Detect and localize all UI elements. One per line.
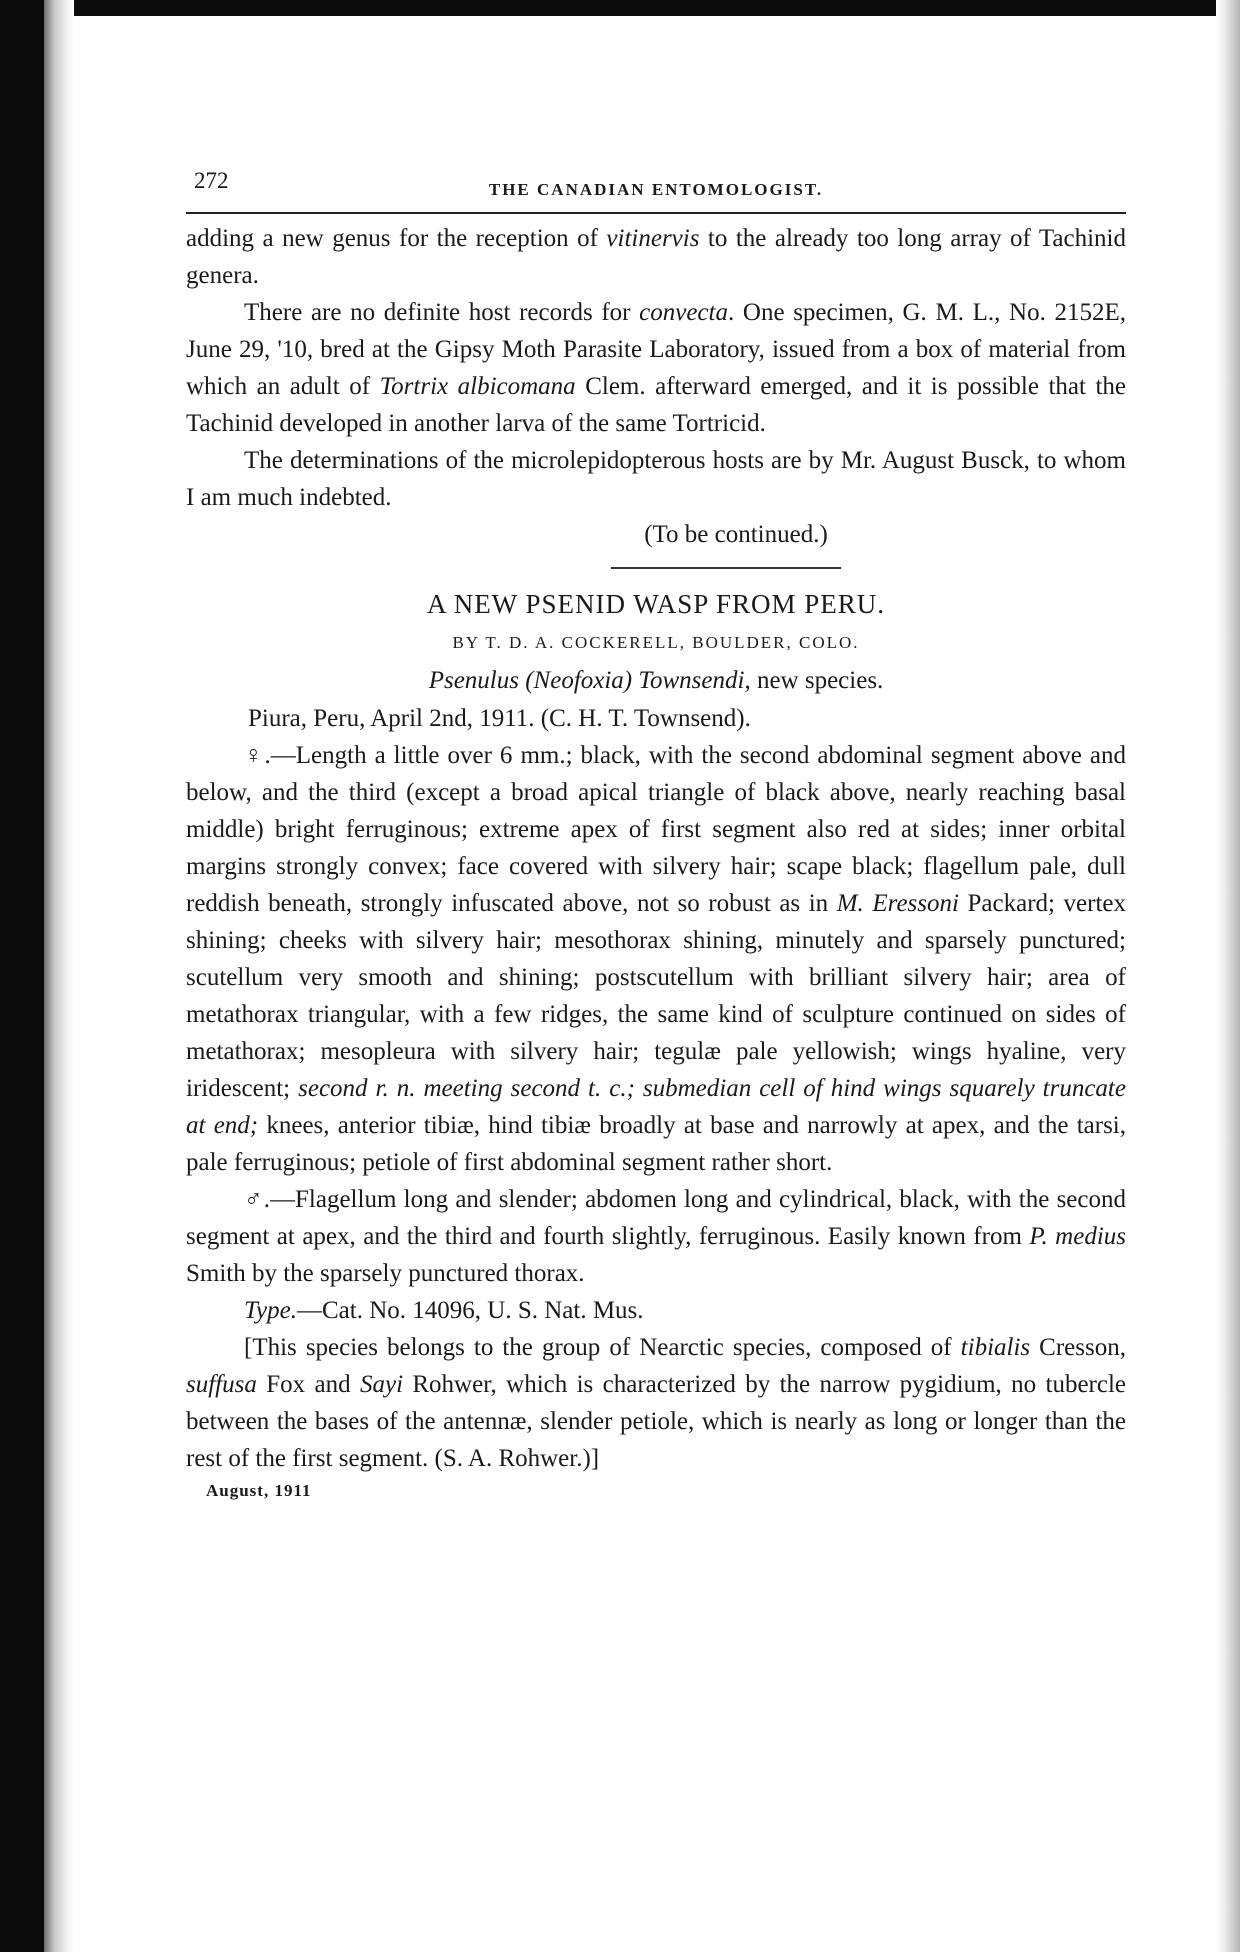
paragraph-type (186, 1292, 1126, 1329)
italic-run: suffusa (186, 1371, 257, 1398)
running-head (186, 150, 1126, 200)
journal-title: THE CANADIAN ENTOMOLOGIST. (488, 180, 824, 199)
to-be-continued: (To be continued.) (644, 521, 828, 548)
paragraph-editor-note (186, 1329, 1126, 1477)
species-epithet: Townsendi (638, 667, 745, 694)
text-run: [This species belongs to the group of Nearctic species, composed of (244, 1334, 961, 1361)
text-run: knees, anterior tibiæ, hind tibiæ broadly at base and narrowly at apex, and the tarsi, pale ferruginous; petiole of first abdominal segment rather short. (186, 1112, 1127, 1176)
paragraph-genus (186, 220, 1126, 294)
article-title: A NEW PSENID WASP FROM PERU. (426, 589, 886, 619)
type-label: Type. (244, 1297, 297, 1324)
scan-top-border (0, 0, 1240, 16)
header-rule (186, 212, 1126, 214)
text-run: Fox and (256, 1371, 360, 1398)
section-divider (611, 567, 841, 569)
paragraph-female-description (186, 737, 1126, 1181)
text-run: ♂.—Flagellum long and slender; abdomen long and cylindrical, black, with the second segment at apex, and the third and fourth slightly, ferruginous. Easily known from (186, 1186, 1126, 1250)
text-run: There are no definite host records for (244, 299, 640, 326)
italic-run: P. medius (1029, 1223, 1126, 1250)
text-run: ♀.—Length a little over 6 mm.; black, with the second abdominal segment above and below, and the third (except a broad apical triangle of black above, nearly reaching basal middle) bright ferruginous; extreme apex of first segment also red at sides; inner orbital margins strongly convex; face covered with silvery hair; scape black; flagellum pale, dull reddish beneath, strongly infuscated above, not so robust as in (186, 742, 1126, 917)
italic-run: convecta (639, 299, 728, 326)
page-number: 272 (194, 168, 229, 193)
text-run: Rohwer, which is characterized by the narrow pygidium, no tubercle between the bases of the antennæ, slender petiole, which is nearly as long or longer than the rest of the first segment. (S. A. Rohwer.)] (186, 1371, 1127, 1472)
page-right-edge-shadow (1216, 0, 1240, 1952)
italic-run: tibialis (960, 1334, 1031, 1361)
locality-line: Piura, Peru, April 2nd, 1911. (C. H. T. Townsend). (248, 705, 751, 732)
species-heading (186, 661, 1126, 701)
italic-run: M. Eressoni (836, 890, 959, 917)
paragraph-host-records (186, 294, 1126, 442)
text-run: adding a new genus for the reception of (186, 225, 607, 252)
genus-name: Psenulus (428, 667, 519, 694)
text-run: Smith by the sparsely punctured thorax. (186, 1260, 585, 1287)
italic-run: Tortrix albicomana (379, 373, 576, 400)
issue-date-footer: August, 1911 (206, 1481, 312, 1500)
text-run: Cresson, (1030, 1334, 1126, 1361)
italic-run: vitinervis (606, 225, 700, 252)
text-run: Clem. afterward emerged, and it is possible that the Tachinid developed in another larva of the same Tortricid. (186, 373, 1126, 437)
paragraph-determinations: The determinations of the microlepidopterous hosts are by Mr. August Busck, to whom I am much indebted. (186, 447, 1126, 511)
subgenus-name: (Neofoxia) (525, 667, 633, 694)
species-suffix: , new species. (744, 667, 884, 694)
paragraph-male-description (186, 1181, 1126, 1292)
scan-left-border (0, 0, 44, 1952)
text-run: Packard; vertex shining; cheeks with silvery hair; mesothorax shining, minutely and sparsely punctured; scutellum very smooth and shining; postscutellum with brilliant silvery hair; area of metathorax triangular, with a few ridges, the same kind of sculpture continued on sides of metathorax; mesopleura with silvery hair; tegulæ pale yellowish; wings hyaline, very iridescent; (186, 890, 1126, 1102)
text-run: . One specimen, G. M. L., No. 2152E, June 29, '10, bred at the Gipsy Moth Parasite Laboratory, issued from a box of material from which an adult of (186, 299, 1126, 400)
italic-run: Sayi (359, 1371, 404, 1398)
page-gutter-shadow (44, 0, 74, 1952)
text-run: to the already too long array of Tachinid genera. (186, 225, 1126, 289)
italic-run: second r. n. meeting second t. c.; submedian cell of hind wings squarely truncate at end; (186, 1075, 1126, 1139)
article-byline: BY T. D. A. COCKERELL, BOULDER, COLO. (452, 633, 860, 652)
page-content (186, 150, 1126, 1501)
text-run: —Cat. No. 14096, U. S. Nat. Mus. (297, 1297, 644, 1324)
